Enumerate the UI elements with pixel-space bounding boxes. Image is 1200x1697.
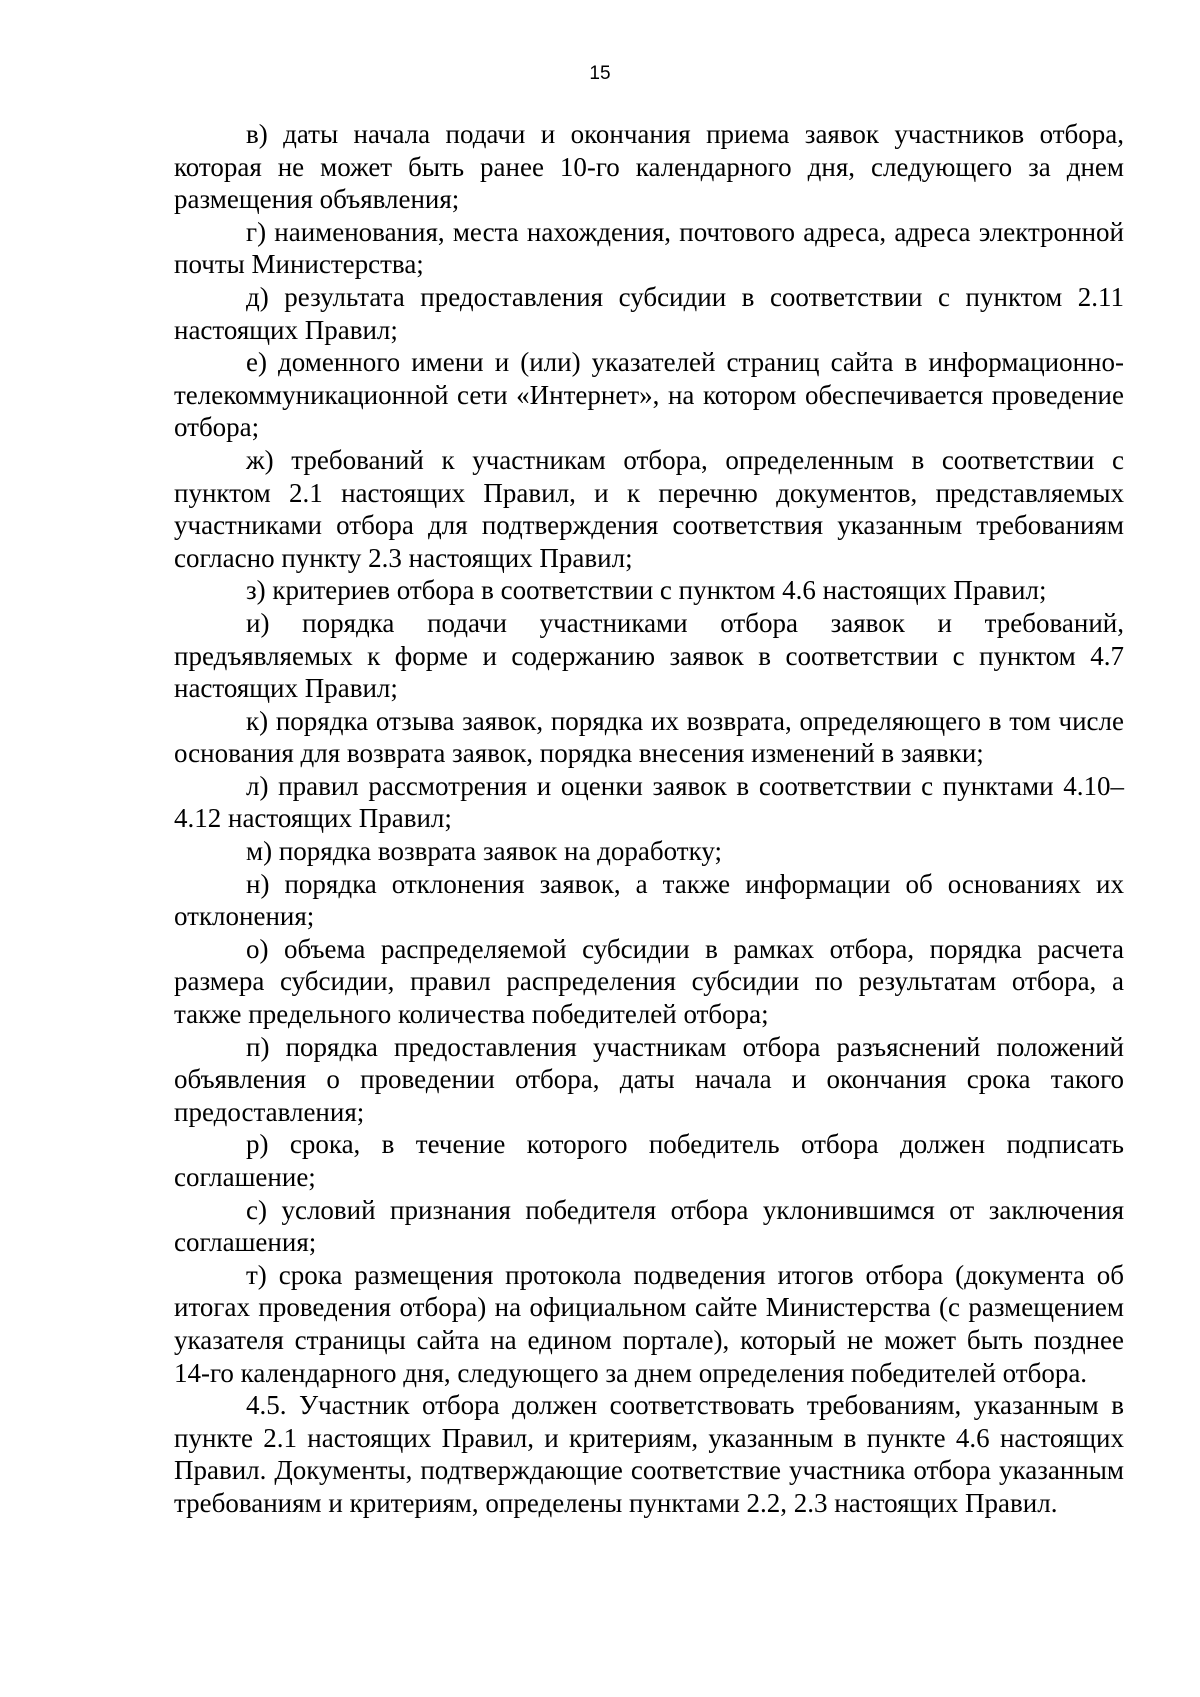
paragraph-o: о) объема распределяемой субсидии в рамках отбора, порядка расчета размера субсидии, правил распределения субсидии по результатам отбора, а также предельного количества победителей отбора;: [174, 933, 1124, 1030]
paragraph-n: н) порядка отклонения заявок, а также информации об основаниях их отклонения;: [174, 868, 1124, 932]
paragraph-k: к) порядка отзыва заявок, порядка их возврата, определяющего в том числе основания для возврата заявок, порядка внесения изменений в заявки;: [174, 705, 1124, 769]
paragraph-s: с) условий признания победителя отбора уклонившимся от заключения соглашения;: [174, 1194, 1124, 1258]
paragraph-r: р) срока, в течение которого победитель отбора должен подписать соглашение;: [174, 1129, 1124, 1192]
paragraph-e: е) доменного имени и (или) указателей страниц сайта в информационно-телекоммуникационной сети «Интернет», на котором обеспечивается проведение отбора;: [174, 347, 1124, 443]
paragraph-zh: ж) требований к участникам отбора, определенным в соответствии с пунктом 2.1 настоящих Правил, и к перечню документов, представляемых участниками отбора для подтверждения соответствия указанным требованиям согласно пункту 2.3 настоящих Правил;: [174, 444, 1124, 573]
paragraph-4-5: 4.5. Участник отбора должен соответствовать требованиям, указанным в пункте 2.1 настоящих Правил, и критериям, указанным в пункте 4.6 настоящих Правил. Документы, подтверждающие соответствие участника отбора указанным требованиям и критериям, определены пунктами 2.2, 2.3 настоящих Правил.: [174, 1390, 1124, 1518]
paragraph-p: п) порядка предоставления участникам отбора разъяснений положений объявления о проведении отбора, даты начала и окончания срока такого предоставления;: [174, 1031, 1124, 1127]
document-body: [174, 118, 1124, 1520]
paragraph-m: м) порядка возврата заявок на доработку;: [246, 836, 722, 867]
paragraph-i: и) порядка подачи участниками отбора заявок и требований, предъявляемых к форме и содержанию заявок в соответствии с пунктом 4.7 настоящих Правил;: [174, 607, 1124, 704]
paragraph-g: г) наименования, места нахождения, почтового адреса, адреса электронной почты Министерства;: [174, 216, 1124, 280]
page-number: 15: [589, 63, 611, 84]
paragraph-l: л) правил рассмотрения и оценки заявок в соответствии с пунктами 4.10–4.12 настоящих Правил;: [174, 770, 1124, 834]
paragraph-z: з) критериев отбора в соответствии с пунктом 4.6 настоящих Правил;: [246, 575, 1047, 606]
paragraph-t: т) срока размещения протокола подведения итогов отбора (документа об итогах проведения отбора) на официальном сайте Министерства (с размещением указателя страницы сайта на едином портале), который не может быть позднее 14-го календарного дня, следующего за днем определения победителей отбора.: [174, 1259, 1124, 1388]
paragraph-d: д) результата предоставления субсидии в соответствии с пунктом 2.11 настоящих Правил;: [174, 281, 1124, 345]
paragraph-v: в) даты начала подачи и окончания приема заявок участников отбора, которая не может быть ранее 10-го календарного дня, следующего за днем размещения объявления;: [174, 119, 1124, 215]
